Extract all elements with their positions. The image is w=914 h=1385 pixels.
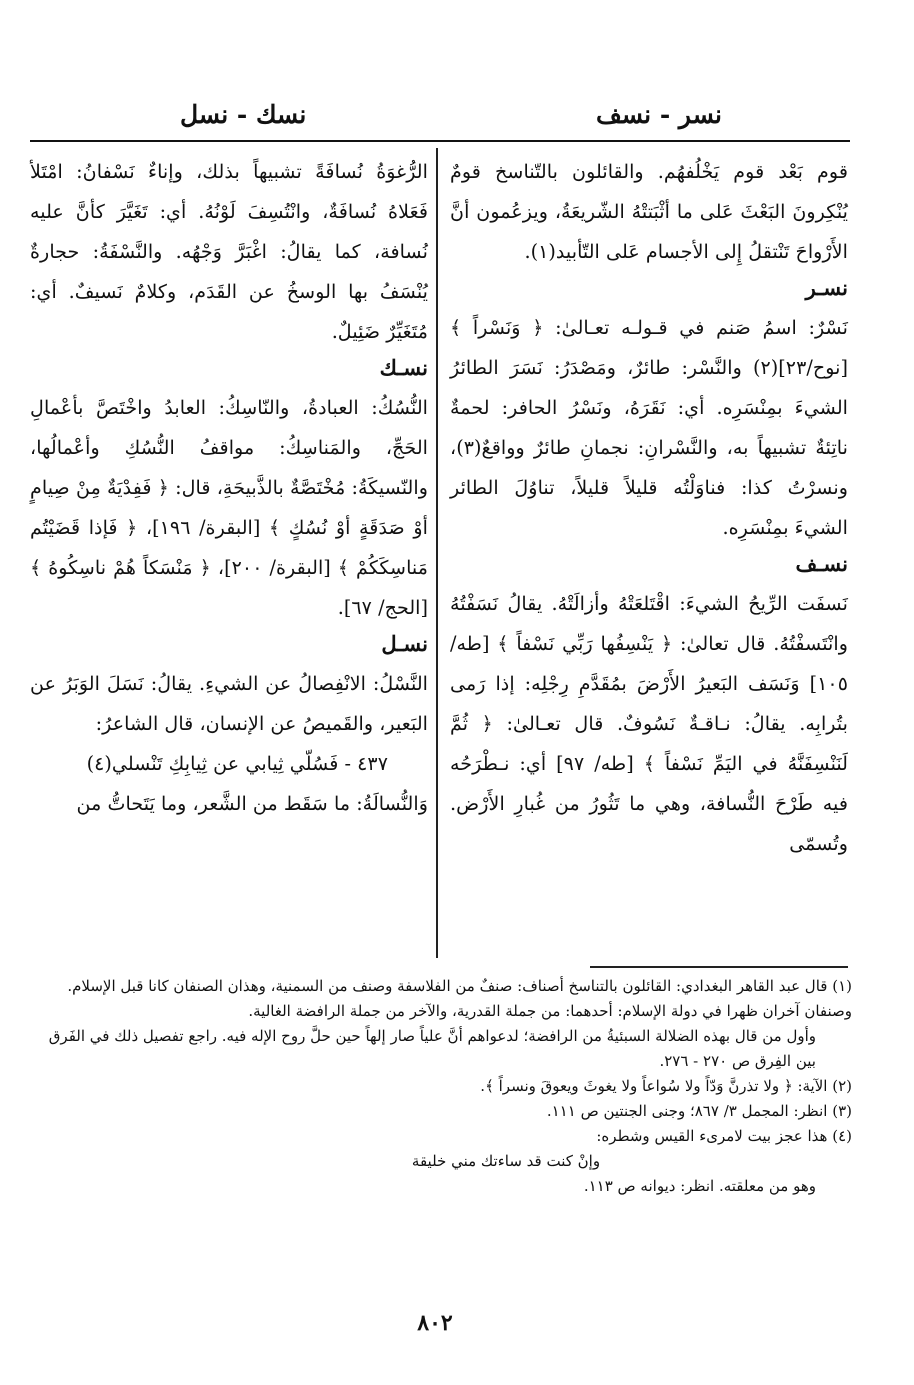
footnote-rule	[590, 966, 848, 968]
entry-nasl-continuation: وَالنُّسالَةُ: ما سَقَط من الشَّعر، وما يَتَحاتُّ من	[76, 792, 428, 815]
footnote-4-source: وهو من معلقته. انظر: ديوانه ص ١١٣.	[583, 1177, 816, 1195]
entry-head-nusk: نسـك	[379, 355, 428, 380]
entry-head-nasl: نسـل	[381, 631, 428, 656]
header-right: نسر - نسف	[596, 100, 722, 129]
header-left: نسك - نسل	[180, 100, 307, 129]
paragraph-intro-left: الرُّغوَةُ نُسافَةً تشبيهاً بذلك، وإناءٌ نَسْفانُ: امْتَلأ فَعَلاهُ نُسافَةٌ، وانْتُسِفَ لَوْنُهُ. أي: تَغَيَّرَ كأنَّ عليه نُسافة، كما يقالُ: اغْبَرَّ وَجْهُه. والنَّسْفَةُ: حجارةٌ يُنْسَفُ بها الوسخُ عن القَدَم، وكلامٌ نَسيفٌ. أي: مُتَغَيِّرٌ ضَئِيلٌ.	[30, 160, 428, 343]
entry-head-nasr: نسـر	[805, 275, 848, 300]
footnote-3: (٣) انظر: المجمل ٣/ ٨٦٧؛ وجنى الجنتين ص ١١١.	[546, 1102, 852, 1120]
footnote-4-verse: وإنْ كنت قد ساءتك مني خليقة	[411, 1152, 601, 1170]
paragraph-intro-right: قوم بَعْد قوم يَخْلُفهُم. والقائلون بالتّناسخ قومٌ يُنْكِرونَ البَعْثَ عَلى ما أثْبَتتْهُ الشّريعَةُ، ويزعُمون أنَّ الأَرْواحَ تَنْتقلُ إِلى الأجسام عَلى التّأبيد(١).	[450, 160, 848, 263]
entry-nasl-text: النَّسْلُ: الانْفِصالُ عن الشيءِ. يقالُ: نَسَلَ الوَبَرُ عن البَعير، والقَميصُ عن الإنسان، قال الشاعرُ:	[30, 672, 428, 735]
page-number: ٨٠٢	[417, 1310, 453, 1336]
entry-nusk-text: النُّسُكُ: العبادةُ، والنّاسِكُ: العابدُ واخْتَصَّ بأعْمالِ الحَجِّ، والمَناسِكُ: مواقفُ النُّسُكِ وأعْمالُها، والنّسيكَةُ: مُخْتَصَّةٌ بالذَّبيحَةِ، قال: ﴿ فَفِدْيَةٌ مِنْ صِيامٍ أوْ صَدَقَةٍ أوْ نُسُكٍ ﴾ [البقرة/ ١٩٦]، ﴿ فَإذا قَضَيْتُم مَناسِكَكُمْ ﴾ [البقرة/ ٢٠٠]، ﴿ مَنْسَكاً هُمْ ناسِكُوهُ ﴾ [الحج/ ٦٧].	[30, 396, 428, 619]
left-column	[30, 152, 428, 824]
footnote-4: (٤) هذا عجز بيت لامرىء القيس وشطره:	[596, 1127, 852, 1145]
entry-head-nasf: نسـف	[795, 551, 848, 576]
footnote-1-continuation: وأول من قال بهذه الضلالة السبئيةُ من الرافضة؛ لدعواهم أنَّ علياً صار إلهاً حين حلَّ روح الإله فيه. راجع تفصيل ذلك في الفَرق بين الفِرق ص ٢٧٠ - ٢٧٦.	[48, 1027, 816, 1070]
entry-nasr-text: نَسْرٌ: اسمُ صَنم في قـولـه تعـالىٰ: ﴿ وَنَسْراً ﴾ [نوح/٢٣](٢) والنَّسْر: طائرٌ، ومَصْدَرُ: نَسَرَ الطائرُ الشيءَ بمِنْسَرِه. أي: نَقَرَهُ، ونَسْرُ الحافر: لحمةٌ ناتِئةٌ تشبيهاً به، والنَّسْرانِ: نجمانِ طائرٌ وواقعٌ(٣)، ونسرْتُ كذا: فناوَلْتُه قليلاً قليلاً، تناوُلَ الطائر الشيءَ بمِنْسَرِه.	[450, 316, 848, 539]
footnote-2: (٢) الآية: ﴿ ولا تذرنَّ وَدّاً ولا سُواعاً ولا يغوثَ ويعوقَ ونسراً ﴾.	[480, 1077, 852, 1095]
right-column	[450, 152, 848, 864]
header-rule	[30, 140, 850, 142]
entry-nasf-text: نَسفَت الرِّيحُ الشيءَ: اقْتَلعَتْهُ وأزالَتْهُ. يقالُ نَسَفْتُهُ وانْتَسفْتُهُ. قال تعالىٰ: ﴿ يَنْسِفُها رَبِّي نَسْفاً ﴾ [طه/ ١٠٥] وَنَسَف البَعيرُ الأَرْضَ بمُقَدَّمِ رِجْلِه: إذا رَمى بتُرابِه. يقالُ: نـاقـةٌ نَسُوفٌ. قال تعـالىٰ: ﴿ ثُمَّ لَنَنْسِفَنَّهُ في اليَمِّ نَسْفاً ﴾ [طه/ ٩٧] أي: نـطْرَحُه فيه طَرْحَ النُّسافة، وهي ما تَثُورُ من غُبارِ الأَرْض. وتُسمّى	[450, 592, 848, 855]
column-divider	[436, 148, 438, 958]
poetry-verse: ٤٣٧ - فَسُلّي ثِيابي عن ثِيابِكِ تَنْسلي(٤)	[86, 752, 388, 775]
footnote-1: (١) قال عبد القاهر البغدادي: القائلون بالتناسخ أصناف: صنفٌ من الفلاسفة وصنف من السمنية، وهذان الصنفان كانا قبل الإسلام. وصنفان آخران ظهرا في دولة الإسلام: أحدهما: من جملة القدرية، والآخر من جملة الرافضة الغالية.	[67, 977, 852, 1020]
footnotes	[40, 974, 852, 1199]
